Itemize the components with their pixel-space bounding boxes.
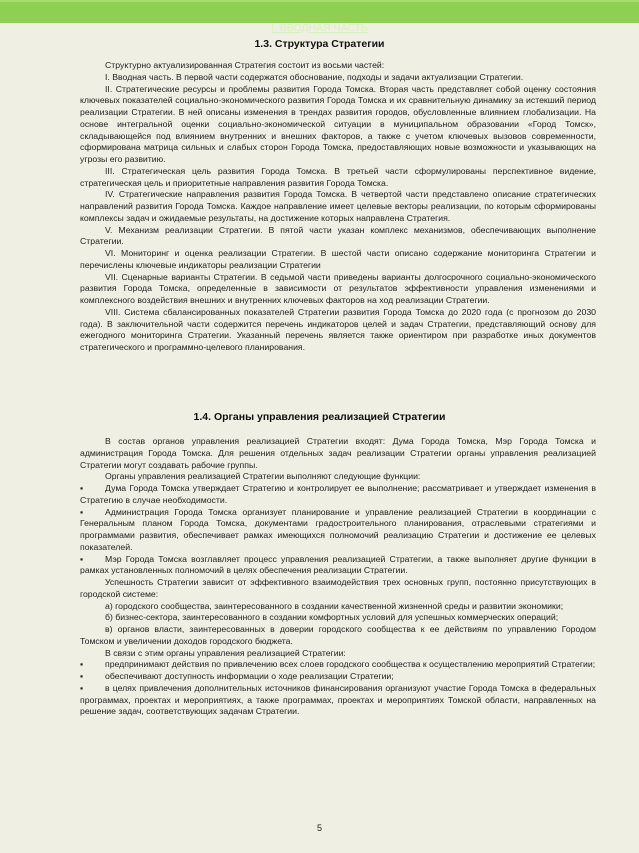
page-number: 5 [316, 823, 322, 833]
paragraph: Успешность Стратегии зависит от эффективного взаимодействия трех основных групп, постоянно присутствующих в городской системе: [80, 577, 596, 599]
bullet-icon: ▪ [80, 483, 84, 493]
section-13-body [80, 60, 596, 354]
paragraph: Структурно актуализированная Стратегия состоит из восьми частей: [105, 60, 385, 70]
paragraph: Органы управления реализацией Стратегии выполняют следующие функции: [105, 471, 421, 482]
bullet-item: ▪ Администрация Города Томска организует планирование и управление реализацией Стратегии в координации с Генеральным планом Города Томска, документами градостроительного планирования, отраслевыми стратегиями и программами развития, обеспечивает рамках имеющихся полномочий реализацию Стратегии и достижение ее целевых показателей. [80, 506, 596, 552]
part-title: I. ВВОДНАЯ ЧАСТЬ [271, 22, 368, 34]
bullet-icon: ▪ [80, 682, 84, 693]
paragraph: В связи с этим органы управления реализацией Стратегии: [105, 647, 346, 658]
bullet-icon: ▪ [80, 506, 84, 517]
section-14-body [80, 436, 596, 718]
bullet-item: ▪ предпринимают действия по привлечению всех слоев городского сообщества к осуществлению мероприятий Стратегии; [80, 659, 596, 670]
bullet-icon: ▪ [80, 671, 84, 681]
paragraph: а) городского сообщества, заинтересованного в создании качественной жизненной среды и развитии экономики; [105, 600, 564, 611]
paragraph: IV. Стратегические направления развития Города Томска. В четвертой части представлено описание стратегических направлений развития Города Томска. Каждое направление имеет целевые векторы реализации, по которым сформированы комплексы задач и ожидаемые результаты, на достижение которых направлена Стратегия. [80, 189, 596, 223]
bullet-item: ▪ Мэр Города Томска возглавляет процесс управления реализацией Стратегии, а также выполняет другие функции в рамках установленных полномочий в целях обеспечения реализации Стратегии. [80, 553, 596, 576]
paragraph: VIII. Система сбалансированных показателей Стратегии развития Города Томска до 2020 года (с прогнозом до 2030 года). В заключительной части содержится перечень индикаторов целей и задач Стратегии, представляющий основу для ежегодного мониторинга Стратегии. Указанный перечень является также ориентиром при разработке иных документов стратегического и программно-целевого планирования. [80, 306, 596, 352]
paragraph: в) органов власти, заинтересованных в доверии городского сообщества к ее действиям по управлению Городом Томском и увеличении доходов городского бюджета. [80, 624, 596, 646]
paragraph: I. Вводная часть. В первой части содержатся обоснование, подходы и задачи актуализации Стратегии. [105, 71, 524, 82]
paragraph: V. Механизм реализации Стратегии. В пятой части указан комплекс механизмов, обеспечивающих выполнение Стратегии. [80, 224, 596, 247]
paragraph: II. Стратегические ресурсы и проблемы развития Города Томска. Вторая часть представляет собой оценку состояния ключевых показателей социально-экономического развития Города Томска и их сравнительную динамику за истекший период реализации Стратегии. В ней описаны изменения в трендах развития городов, обусловленные влиянием глобализации. На основе интегральной оценки социально-экономической ситуации в муниципальном образовании «Город Томск», складывающейся под влиянием внутренних и внешних факторов, а также с учетом ключевых вызовов современности, сформирована матрица сильных и слабых сторон Города Томска, предоставляющих новые возможности и указывающих на угрозы его развитию. [80, 83, 596, 164]
bullet-item: ▪ Дума Города Томска утверждает Стратегию и контролирует ее выполнение; рассматривает и утверждает изменения в Стратегию в случае необходимости. [80, 483, 596, 505]
paragraph: В состав органов управления реализацией Стратегии входят: Дума Города Томска, Мэр Города Томска и администрация Города Томска. Для решения отдельных задач реализации Стратегии органы управления реализацией Стратегии могут создавать рабочие группы. [80, 436, 596, 470]
paragraph: б) бизнес-сектора, заинтересованного в создании комфортных условий для успешных коммерческих операций; [105, 612, 559, 623]
bullet-icon: ▪ [80, 553, 84, 564]
section-14-title: 1.4. Органы управления реализацией Стратегии [193, 411, 446, 423]
paragraph: VII. Сценарные варианты Стратегии. В седьмой части приведены варианты долгосрочного социально-экономического развития Города Томска, определенные в зависимости от результатов эффективности управления изменениями и комплексного воздействия внешних и внутренних ключевых факторов на ход реализации Стратегии. [80, 271, 596, 305]
bullet-item: ▪ обеспечивают доступность информации о ходе реализации Стратегии; [80, 671, 394, 681]
header-bar [0, 0, 639, 23]
bullet-item: ▪ в целях привлечения дополнительных источников финансирования организуют участие Города Томска в федеральных программах, проектах и мероприятиях, а также программах, проектах и мероприятиях Томской области, направленных на решение задач, соответствующих задачам Стратегии. [80, 682, 596, 717]
section-13-title: 1.3. Структура Стратегии [254, 38, 385, 50]
bullet-icon: ▪ [80, 659, 84, 670]
paragraph: III. Стратегическая цель развития Города Томска. В третьей части сформулированы перспективное видение, стратегическая цель и приоритетные направления развития Города Томска. [80, 165, 596, 188]
paragraph: VI. Мониторинг и оценка реализации Стратегии. В шестой части описано содержание мониторинга Стратегии и перечислены ключевые индикаторы реализации Стратегии [80, 248, 596, 270]
